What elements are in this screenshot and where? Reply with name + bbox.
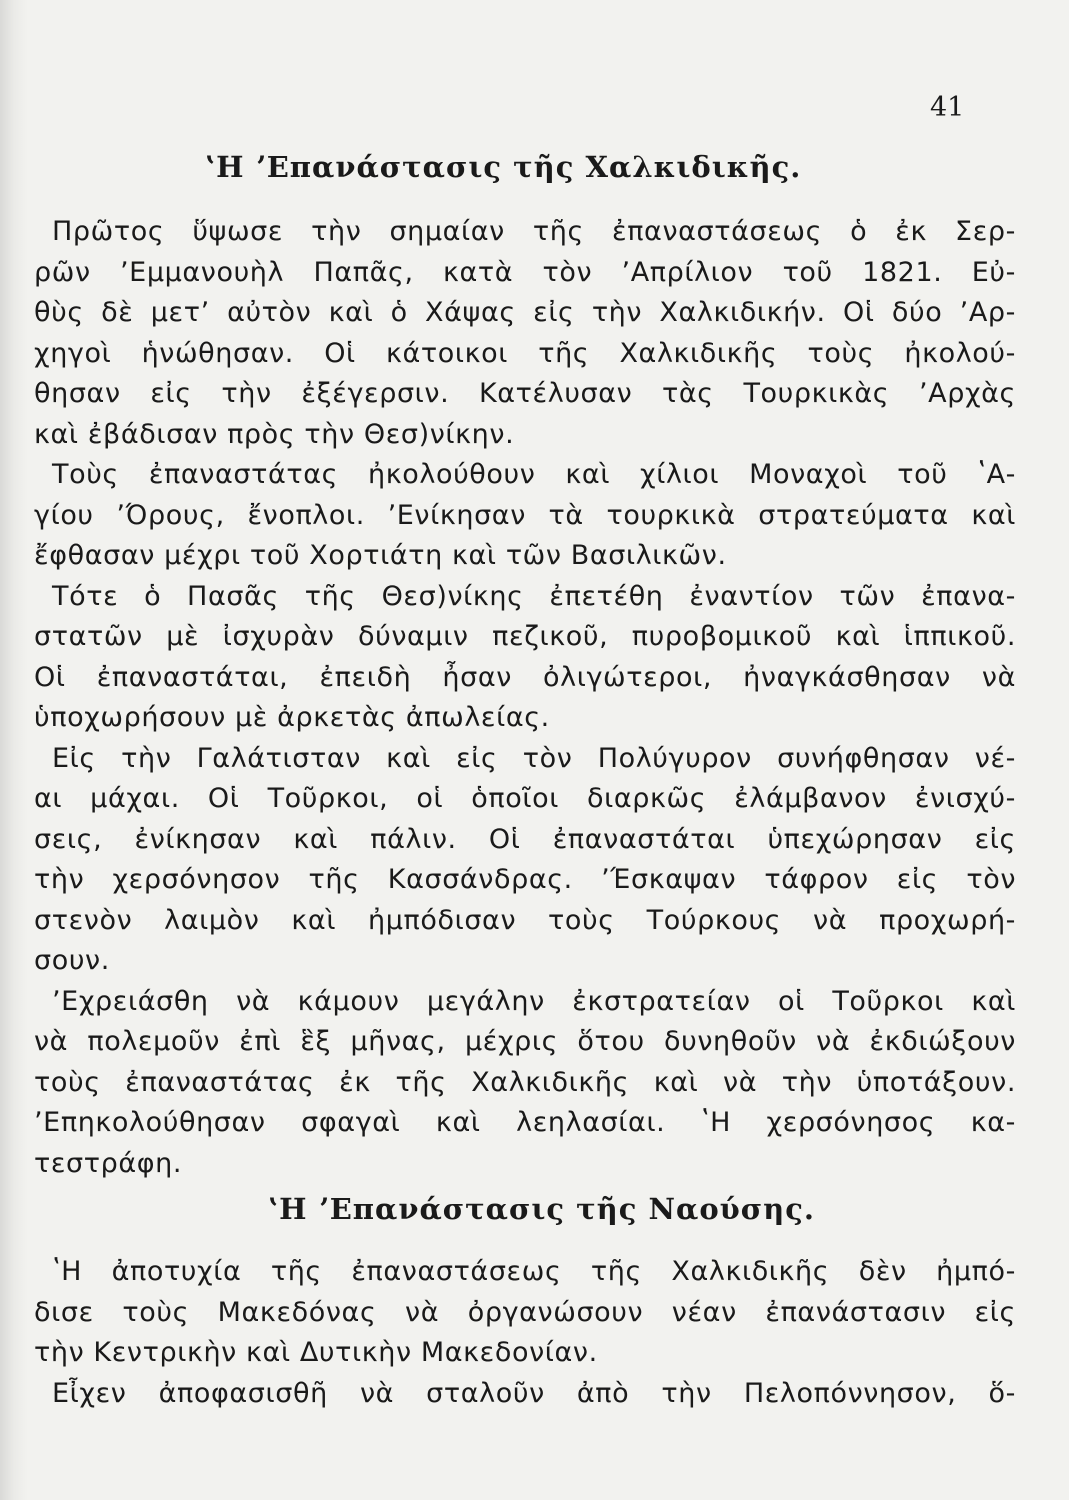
- text-line: Τοὺς ἐπαναστάτας ἠκολούθουν καὶ χίλιοι Μοναχοὶ τοῦ ʽΑ-: [52, 459, 1016, 490]
- text-line: νὰ πολεμοῦν ἐπὶ ἓξ μῆνας, μέχρις ὅτου δυνηθοῦν νὰ ἐκδιώξουν: [34, 1026, 1016, 1057]
- text-line: Τότε ὁ Πασᾶς τῆς Θεσ)νίκης ἐπετέθη ἐναντίον τῶν ἐπανα-: [52, 580, 1016, 612]
- section-body-naousa: [34, 1252, 1016, 1414]
- text-line: χηγοὶ ἡνώθησαν. Οἱ κάτοικοι τῆς Χαλκιδικῆς τοὺς ἠκολού-: [34, 337, 1016, 369]
- text-line: στενὸν λαιμὸν καὶ ἠμπόδισαν τοὺς Τούρκους νὰ προχωρή-: [34, 904, 1016, 936]
- text-line: αι μάχαι. Οἱ Τοῦρκοι, οἱ ὁποῖοι διαρκῶς ἐλάμβανον ἐνισχύ-: [34, 783, 1016, 814]
- text-line: τὴν χερσόνησον τῆς Κασσάνδρας. ʼΈσκαψαν τάφρον εἰς τὸν: [34, 864, 1016, 895]
- section-title-chalkidiki: ʽΗ ʼΕπανάστασις τῆς Χαλκιδικῆς.: [205, 150, 802, 184]
- text-line: Πρῶτος ὕψωσε τὴν σημαίαν τῆς ἐπαναστάσεως ὁ ἐκ Σερ-: [52, 216, 1016, 247]
- text-line: τεστράφη.: [34, 1147, 183, 1179]
- text-line: ὑποχωρήσουν μὲ ἀρκετὰς ἀπωλείας.: [34, 702, 550, 733]
- section-title-naousa: ʽΗ ʼΕπανάστασις τῆς Ναούσης.: [268, 1192, 816, 1226]
- text-line: στατῶν μὲ ἰσχυρὰν δύναμιν πεζικοῦ, πυροβομικοῦ καὶ ἱππικοῦ.: [34, 621, 1016, 652]
- text-line: ʽΗ ἀποτυχία τῆς ἐπαναστάσεως τῆς Χαλκιδικῆς δὲν ἠμπό-: [52, 1256, 1016, 1287]
- text-line: Οἱ ἐπαναστάται, ἐπειδὴ ἦσαν ὀλιγώτεροι, ἠναγκάσθησαν νὰ: [34, 661, 1016, 693]
- text-line: τὴν Κεντρικὴν καὶ Δυτικὴν Μακεδονίαν.: [34, 1337, 598, 1368]
- text-line: ἔφθασαν μέχρι τοῦ Χορτιάτη καὶ τῶν Βασιλικῶν.: [34, 540, 727, 571]
- text-line: ρῶν ʼΕμμανουὴλ Παπᾶς, κατὰ τὸν ʼΑπρίλιον τοῦ 1821. Εὐ-: [34, 256, 1016, 288]
- text-line: καὶ ἐβάδισαν πρὸς τὴν Θεσ)νίκην.: [34, 418, 515, 450]
- text-line: δισε τοὺς Μακεδόνας νὰ ὀργανώσουν νέαν ἐπανάστασιν εἰς: [34, 1296, 1016, 1328]
- text-line: θησαν εἰς τὴν ἐξέγερσιν. Κατέλυσαν τὰς Τουρκικὰς ʼΑρχὰς: [34, 378, 1016, 409]
- text-line: θὺς δὲ μετʼ αὐτὸν καὶ ὁ Χάψας εἰς τὴν Χαλκιδικήν. Οἱ δύο ʼΑρ-: [34, 297, 1016, 328]
- text-line: Εἶχεν ἀποφασισθῆ νὰ σταλοῦν ἀπὸ τὴν Πελοπόννησον, ὅ-: [52, 1377, 1016, 1409]
- page-number: 41: [930, 92, 965, 123]
- text-line: σουν.: [34, 945, 110, 976]
- text-line: ʼΕχρειάσθη νὰ κάμουν μεγάλην ἐκστρατείαν οἱ Τοῦρκοι καὶ: [52, 985, 1016, 1017]
- text-line: γίου ʼΌρους, ἔνοπλοι. ʼΕνίκησαν τὰ τουρκικὰ στρατεύματα καὶ: [34, 499, 1016, 531]
- section-body-chalkidiki: [34, 212, 1016, 1184]
- text-line: ʼΕπηκολούθησαν σφαγαὶ καὶ λεηλασίαι. ʽΗ χερσόνησος κα-: [34, 1107, 1016, 1138]
- text-line: Εἰς τὴν Γαλάτισταν καὶ εἰς τὸν Πολύγυρον συνήφθησαν νέ-: [52, 742, 1016, 774]
- text-line: σεις, ἐνίκησαν καὶ πάλιν. Οἱ ἐπαναστάται ὑπεχώρησαν εἰς: [34, 823, 1016, 855]
- text-line: τοὺς ἐπαναστάτας ἐκ τῆς Χαλκιδικῆς καὶ νὰ τὴν ὑποτάξουν.: [34, 1066, 1016, 1098]
